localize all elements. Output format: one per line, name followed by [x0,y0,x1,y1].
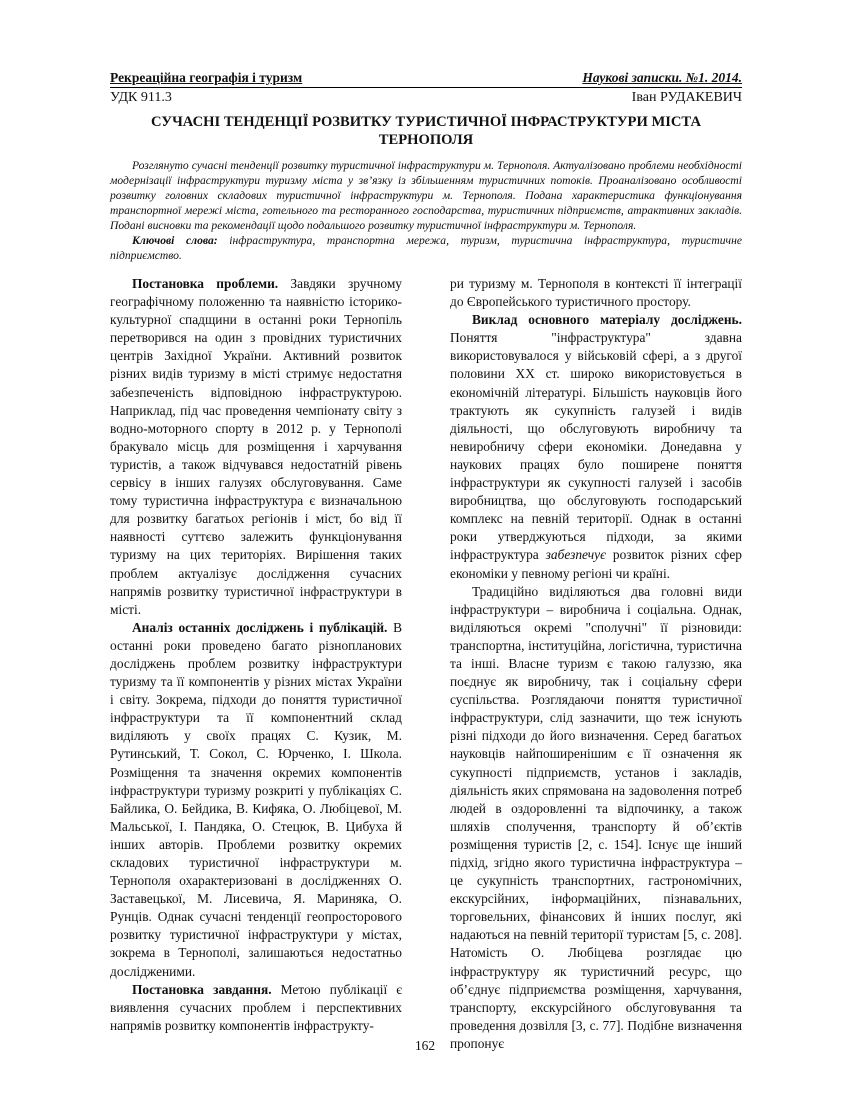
paragraph-text: Поняття "інфраструктура" здавна використовувалося у військовій сфері, а з другої половини ХХ ст. широко використовується в економічній літературі. Більшість науковців його трактують як сукупність галузей і видів діяльності, що обслуговують виробничу та невиробничу сфери економіки. Донедавна у наукових працях було поширене поняття інфраструктури як сукупності галузей і засобів виробництва, що обслуговують господарський комплекс на певній території. Однак в останні роки утверджуються підходи, за якими інфраструктура [450,330,742,563]
paragraph-main-material [450,311,742,582]
paragraph-text: В останні роки проведено багато різнопланових досліджень проблем розвитку інфраструктури туризму та її компонентів у різних містах України і світу. Зокрема, підходи до поняття туристичної інфраструктури та її компонентний склад виділяють у своїх працях С. Кузик, М. Рутинський, Т. Сокол, С. Юрченко, І. Школа. Розміщення та значення окремих компонентів інфраструктури туризму розкриті у публікаціях С. Байлика, О. Бейдика, В. Кифяка, О. Любіцевої, М. Мальської, І. Пандяка, О. Стецюк, В. Цибуха й інших авторів. Проблеми розвитку окремих складових туристичної інфраструктури м. Тернополя охарактеризовані в дослідженнях О. Заставецької, М. Лисевича, Я. Мариняка, О. Рунців. Однак сучасні тенденції геопросторового розвитку туристичної інфраструктури у містах, зокрема в Тернополі, залишаються недостатньо дослідженими. [110,619,402,979]
paragraph-problem [110,275,402,619]
paragraph-continued: ри туризму м. Тернополя в контексті її інтеграції до Європейського туристичного простору. [450,276,742,310]
left-column [110,275,402,1053]
heading-analysis: Аналіз останніх досліджень і публікацій. [132,619,388,635]
page-number: 162 [414,1038,436,1053]
keywords-text: інфраструктура, транспортна мережа, туризм, туристична інфраструктура, туристичне підприємство. [110,234,742,262]
article-meta [110,89,742,106]
paragraph-text: Метою публікації є виявлення сучасних проблем і перспективних напрямів розвитку компонентів інфраструкту- [110,981,402,1033]
paragraph-types: Традиційно виділяються два головні види інфраструктури – виробнича і соціальна. Однак, виділяються окремі "сполучні" її різновиди: транспортна, інституційна, логістична, туристична та інші. Власне туризм є такою галуззю, яка поєднує як виробничу, так і соціальну сфери суспільства. Розглядаючи поняття туристичної інфраструктури, слід зазначити, що теж існують різні підходи до його визначення. Серед багатьох науковців найпоширенішим є її означення як сукупності підприємств, установ і закладів, діяльність яких спрямована на задоволення потреб людей в оздоровленні та відпочинку, а також шляхів сполучення, транспорту й об’єктів розміщення туристів [2, с. 154]. Існує ще інший підхід, згідно якого туристична інфраструктура – це сукупність транспортних, гастрономічних, екскурсійних, інформаційних, пізнавальних, торговельних, фінансових й інших послуг, які надаються на певній території туристам [5, с. 208]. Натомість О. Любіцева розглядає цю інфраструктуру як туристичний ресурс, що об’єднує підприємства розміщення, харчування, транспорту, екскурсійного обслуговування та проведення дозвілля [3, с. 77]. Подібне визначення пропонує [450,583,742,1051]
heading-task: Постановка завдання. [132,981,272,997]
running-header [110,70,742,86]
keywords-label: Ключові слова: [132,234,218,247]
paragraph-analysis [110,619,402,981]
paragraph-task [110,981,402,1035]
article-page [110,70,742,1053]
article-title: СУЧАСНІ ТЕНДЕНЦІЇ РОЗВИТКУ ТУРИСТИЧНОЇ ІНФРАСТРУКТУРИ МІСТА ТЕРНОПОЛЯ [151,114,701,148]
body-columns [110,275,742,1053]
heading-problem: Постановка проблеми. [132,276,279,291]
paragraph-text: розвиток різних сфер економіки у певному регіоні чи країні. [450,547,743,581]
emphasis-text: забезпечує [545,547,606,563]
journal-issue: Наукові записки. №1. 2014. [582,70,742,85]
right-column [450,275,742,1053]
keywords [110,233,742,263]
abstract: Розглянуто сучасні тенденції розвитку туристичної інфраструктури м. Тернополя. Актуалізовано проблеми необхідності модернізації інфраструктури туризму міста у зв’язку із збільшенням туристичних потоків. Проаналізовано особливості розвитку головних складових туристичної інфраструктури м. Тернополя. Подана характеристика функціонування транспортної мережі міста, готельного та ресторанного господарства, туристичних підприємств, атрактивних закладів. Подані висновки та рекомендації щодо подальшого розвитку туристичної інфраструктури м. Тернополя. [110,159,742,232]
paragraph-text: Завдяки зручному географічному положенню та наявністю історико-культурної спадщини в останні роки Тернопіль перетворився на один з провідних туристичних центрів Західної України. Активний розвиток різних видів туризму в місті стримує недостатня забезпеченість відповідною інфраструктурою. Наприклад, під час проведення чемпіонату світу з водно-моторного спорту в 2012 р. у Тернополі бракувало місць для розміщення і харчування туристів, а також відчувався недостатній рівень сервісу в інших галузях обслуговування. Саме тому туристична інфраструктура є визначальною для розвитку багатьох регіонів і міст, бо від її наявності суттєво залежить функціонування туризму на цих територіях. Вирішення таких проблем актуалізує дослідження сучасних напрямів розвитку туристичної інфраструктури в місті. [110,276,403,617]
udk-code: УДК 911.3 [110,90,172,105]
author-name: Іван РУДАКЕВИЧ [631,90,742,105]
heading-main-material: Виклад основного матеріалу досліджень. [472,312,742,328]
journal-section: Рекреаційна географія і туризм [110,70,303,85]
header-rule [110,87,742,88]
